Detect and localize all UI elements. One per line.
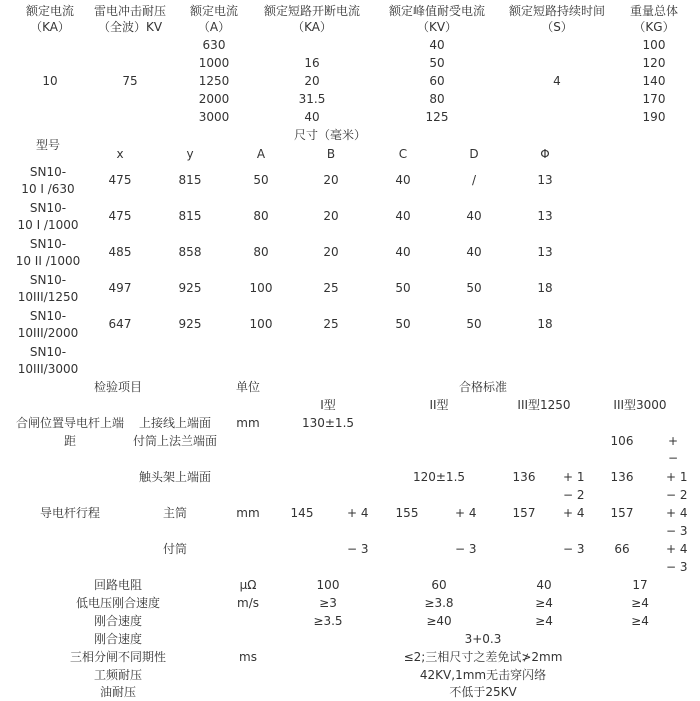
model-cell: SN10-	[29, 201, 67, 215]
size-cell: 50	[466, 317, 482, 331]
tolerance-plus: + 4	[347, 506, 369, 520]
model-cell: 10III/2000	[17, 326, 79, 340]
closing-speed-value: ≥3.5	[313, 614, 343, 628]
unit-cell: m/s	[237, 596, 259, 610]
breaking-current-cell: 31.5	[298, 92, 326, 106]
weight-cell: 140	[642, 74, 666, 88]
tolerance-minus: − 3	[563, 542, 585, 556]
model-cell: 10 II /1000	[15, 254, 81, 268]
closing-speed-value: ≥40	[426, 614, 452, 628]
low-voltage-speed-value: ≥4	[631, 596, 649, 610]
size-cell: 50	[466, 281, 482, 295]
size-header: 尺寸（毫米）	[293, 128, 367, 142]
rated-current-a-cell: 1250	[198, 74, 230, 88]
column-header: y	[186, 147, 194, 161]
contact-1250: 136	[512, 470, 536, 484]
size-cell: 815	[178, 209, 202, 223]
rated-current-ka-value: 10	[42, 74, 58, 88]
rated-current-a-cell: 1000	[198, 56, 230, 70]
size-cell: 858	[178, 245, 202, 259]
loop-resistance-value: 100	[316, 578, 340, 592]
main-tube-label: 主筒	[162, 506, 188, 520]
size-cell: 40	[466, 209, 482, 223]
weight-cell: 190	[642, 110, 666, 124]
closing-speed-value: ≥4	[535, 614, 553, 628]
tolerance-plus: +	[668, 434, 679, 448]
size-cell: 475	[108, 209, 132, 223]
tolerance-minus: − 3	[455, 542, 477, 556]
size-cell: 647	[108, 317, 132, 331]
tolerance-minus: − 3	[666, 560, 688, 574]
weight-cell: 120	[642, 56, 666, 70]
header-type3-1250: III型1250	[517, 398, 571, 412]
size-cell: 925	[178, 281, 202, 295]
model-cell: SN10-	[29, 345, 67, 359]
peak-withstand-cell: 125	[425, 110, 449, 124]
loop-resistance-value: 40	[536, 578, 552, 592]
rated-current-a-cell: 630	[202, 38, 226, 52]
model-cell: 10III/1250	[17, 290, 79, 304]
model-cell: SN10-	[29, 237, 67, 251]
tolerance-plus: + 4	[666, 542, 688, 556]
model-cell: 10 I /630	[21, 182, 75, 196]
header-peak-withstand: 额定峰值耐受电流	[388, 4, 486, 18]
closing-position-label-2: 距	[63, 434, 77, 448]
size-cell: 20	[323, 209, 339, 223]
size-cell: 50	[395, 281, 411, 295]
header-type2: II型	[429, 398, 449, 412]
tolerance-minus: − 2	[666, 488, 688, 502]
model-cell: SN10-	[29, 309, 67, 323]
aux-3000: 66	[614, 542, 630, 556]
size-cell: 40	[395, 209, 411, 223]
header-breaking-current: 额定短路开断电流	[263, 4, 361, 18]
size-cell: 100	[249, 317, 273, 331]
size-cell: 40	[395, 173, 411, 187]
tolerance-minus: − 2	[563, 488, 585, 502]
header-rated-current-a-unit: （A）	[197, 20, 231, 34]
model-cell: SN10-	[29, 273, 67, 287]
breaking-current-cell: 16	[304, 56, 320, 70]
header-type3-3000: III型3000	[613, 398, 667, 412]
closing-speed-label: 刚合速度	[93, 614, 143, 628]
header-standard: 合格标准	[458, 380, 508, 394]
size-cell: 80	[253, 245, 269, 259]
size-cell: 20	[323, 173, 339, 187]
size-cell: 485	[108, 245, 132, 259]
low-voltage-speed-label: 低电压刚合速度	[75, 596, 161, 610]
three-phase-value: ≤2;三相尺寸之差免试≯2mm	[403, 650, 563, 664]
tolerance-minus: − 3	[666, 524, 688, 538]
loop-resistance-value: 60	[431, 578, 447, 592]
main-3000: 157	[610, 506, 634, 520]
unit-cell: ms	[239, 650, 257, 664]
size-cell: /	[471, 173, 477, 187]
peak-withstand-cell: 80	[429, 92, 445, 106]
size-cell: 18	[537, 317, 553, 331]
header-peak-withstand-unit: （KV）	[416, 20, 458, 34]
size-cell: 25	[323, 317, 339, 331]
column-header: x	[116, 147, 124, 161]
oil-withstand-label: 油耐压	[99, 685, 137, 699]
header-inspection-item: 检验项目	[93, 380, 143, 394]
closing-speed-value: ≥4	[631, 614, 649, 628]
size-cell: 13	[537, 245, 553, 259]
oil-withstand-value: 不低于25KV	[449, 685, 517, 699]
low-voltage-speed-value: ≥4	[535, 596, 553, 610]
header-impulse-withstand: 雷电冲击耐压	[93, 4, 167, 18]
contact-3000: 136	[610, 470, 634, 484]
unit-cell: μΩ	[239, 578, 257, 592]
tolerance-minus: −	[668, 451, 679, 465]
header-short-duration-unit: （S）	[541, 20, 573, 34]
weight-cell: 100	[642, 38, 666, 52]
upper-terminal-label: 上接线上端面	[138, 416, 212, 430]
main-type2: 155	[395, 506, 419, 520]
column-header: B	[326, 147, 336, 161]
weight-cell: 170	[642, 92, 666, 106]
size-cell: 50	[253, 173, 269, 187]
header-weight-unit: （KG）	[633, 20, 675, 34]
size-cell: 475	[108, 173, 132, 187]
upper-terminal-type1: 130±1.5	[301, 416, 355, 430]
column-header: D	[469, 147, 479, 161]
main-1250: 157	[512, 506, 536, 520]
contact-holder-label: 触头架上端面	[138, 470, 212, 484]
tolerance-plus: + 4	[563, 506, 585, 520]
header-weight: 重量总体	[629, 4, 679, 18]
aux-flange-label: 付筒上法兰端面	[132, 434, 218, 448]
size-cell: 13	[537, 173, 553, 187]
three-phase-label: 三相分闸不同期性	[69, 650, 167, 664]
power-frequency-label: 工频耐压	[93, 668, 143, 682]
closing-position-label: 合闸位置导电杆上端	[15, 416, 125, 430]
size-cell: 18	[537, 281, 553, 295]
short-duration-value: 4	[553, 74, 561, 88]
header-rated-current-a: 额定电流	[189, 4, 239, 18]
stroke-label: 导电杆行程	[39, 506, 101, 520]
model-cell: SN10-	[29, 165, 67, 179]
model-cell: 10III/3000	[17, 362, 79, 376]
tolerance-plus: + 1	[563, 470, 585, 484]
size-cell: 50	[395, 317, 411, 331]
breaking-current-cell: 20	[304, 74, 320, 88]
loop-resistance-value: 17	[632, 578, 648, 592]
size-cell: 497	[108, 281, 132, 295]
just-closing-speed-value: 3+0.3	[464, 632, 502, 646]
header-type1: I型	[320, 398, 336, 412]
breaking-current-cell: 40	[304, 110, 320, 124]
header-impulse-withstand-unit: （全波）KV	[97, 20, 163, 34]
tolerance-plus: + 4	[455, 506, 477, 520]
header-short-duration: 额定短路持续时间	[508, 4, 606, 18]
size-cell: 100	[249, 281, 273, 295]
size-cell: 13	[537, 209, 553, 223]
aux-flange-3000: 106	[610, 434, 634, 448]
power-frequency-value: 42KV,1mm无击穿闪络	[419, 668, 547, 682]
size-cell: 925	[178, 317, 202, 331]
low-voltage-speed-value: ≥3	[319, 596, 337, 610]
unit-cell: mm	[236, 416, 260, 430]
size-cell: 20	[323, 245, 339, 259]
rated-current-a-cell: 2000	[198, 92, 230, 106]
tolerance-minus: − 3	[347, 542, 369, 556]
main-type1: 145	[290, 506, 314, 520]
tolerance-plus: + 1	[666, 470, 688, 484]
model-header: 型号	[35, 138, 61, 152]
just-closing-speed-label: 刚合速度	[93, 632, 143, 646]
header-unit: 单位	[235, 380, 261, 394]
column-header: C	[398, 147, 408, 161]
unit-cell: mm	[236, 506, 260, 520]
aux-tube-label: 付筒	[162, 542, 188, 556]
size-cell: 80	[253, 209, 269, 223]
size-cell: 40	[395, 245, 411, 259]
peak-withstand-cell: 60	[429, 74, 445, 88]
size-cell: 815	[178, 173, 202, 187]
low-voltage-speed-value: ≥3.8	[424, 596, 454, 610]
peak-withstand-cell: 40	[429, 38, 445, 52]
impulse-withstand-value: 75	[122, 74, 138, 88]
size-cell: 25	[323, 281, 339, 295]
header-breaking-current-unit: （KA）	[292, 20, 332, 34]
model-cell: 10 I /1000	[17, 218, 79, 232]
peak-withstand-cell: 50	[429, 56, 445, 70]
loop-resistance-label: 回路电阻	[93, 578, 143, 592]
header-rated-current-ka: 额定电流	[25, 4, 75, 18]
rated-current-a-cell: 3000	[198, 110, 230, 124]
size-cell: 40	[466, 245, 482, 259]
column-header: A	[256, 147, 266, 161]
column-header: Φ	[540, 147, 550, 161]
header-rated-current-ka-unit: （KA）	[30, 20, 70, 34]
tolerance-plus: + 4	[666, 506, 688, 520]
contact-type2: 120±1.5	[412, 470, 466, 484]
